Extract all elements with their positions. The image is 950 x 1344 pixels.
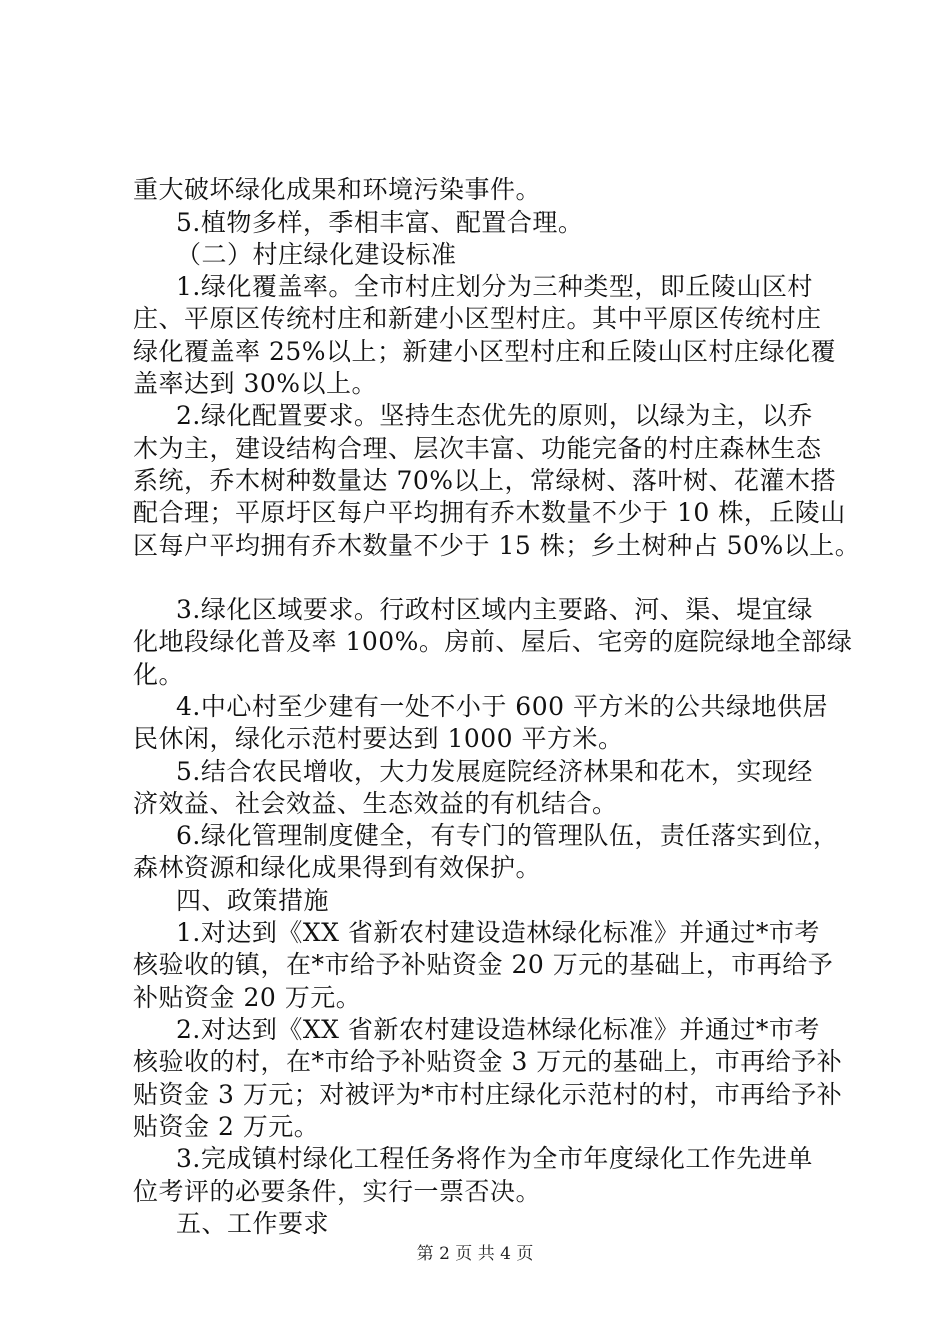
text-line: 核验收的村，在*市给予补贴资金 3 万元的基础上，市再给予补 — [133, 1047, 843, 1076]
text-line: 位考评的必要条件，实行一票否决。 — [133, 1177, 542, 1206]
text-line: 贴资金 3 万元；对被评为*市村庄绿化示范村的村，市再给予补 — [133, 1080, 843, 1109]
text-line: 化。 — [133, 660, 185, 689]
text-line: 4.中心村至少建有一处不小于 600 平方米的公共绿地供居 — [176, 692, 828, 721]
text-line: 5.结合农民增收，大力发展庭院经济林果和花木，实现经 — [176, 757, 813, 786]
text-line: 2.绿化配置要求。坚持生态优先的原则，以绿为主，以乔 — [176, 401, 813, 430]
text-line: 区每户平均拥有乔木数量不少于 15 株；乡土树种占 50%以上。 — [133, 531, 861, 560]
text-line: 3.绿化区域要求。行政村区域内主要路、河、渠、堤宜绿 — [176, 595, 813, 624]
text-line: 5.植物多样，季相丰富、配置合理。 — [176, 208, 584, 237]
text-line: 补贴资金 20 万元。 — [133, 983, 362, 1012]
text-line: 森林资源和绿化成果得到有效保护。 — [133, 853, 542, 882]
text-line: 济效益、社会效益、生态效益的有机结合。 — [133, 789, 618, 818]
text-line: 贴资金 2 万元。 — [133, 1112, 320, 1141]
text-line: 民休闲，绿化示范村要达到 1000 平方米。 — [133, 724, 624, 753]
text-line: 系统，乔木树种数量达 70%以上，常绿树、落叶树、花灌木搭 — [133, 466, 837, 495]
text-line: 核验收的镇，在*市给予补贴资金 20 万元的基础上，市再给予 — [133, 950, 834, 979]
text-line: 3.完成镇村绿化工程任务将作为全市年度绿化工作先进单 — [176, 1144, 813, 1173]
text-line: 绿化覆盖率 25%以上；新建小区型村庄和丘陵山区村庄绿化覆 — [133, 337, 837, 366]
text-line: 配合理；平原圩区每户平均拥有乔木数量不少于 10 株，丘陵山 — [133, 498, 846, 527]
text-line: 盖率达到 30%以上。 — [133, 369, 378, 398]
text-line: 1.对达到《XX 省新农村建设造林绿化标准》并通过*市考 — [176, 918, 820, 947]
text-line: 6.绿化管理制度健全，有专门的管理队伍，责任落实到位， — [176, 821, 839, 850]
section-heading: 五、工作要求 — [176, 1209, 330, 1238]
text-line: 1.绿化覆盖率。全市村庄划分为三种类型，即丘陵山区村 — [176, 272, 813, 301]
text-line: 2.对达到《XX 省新农村建设造林绿化标准》并通过*市考 — [176, 1015, 820, 1044]
page-number-footer: 第 2 页 共 4 页 — [416, 1244, 534, 1264]
text-line: 化地段绿化普及率 100%。房前、屋后、宅旁的庭院绿地全部绿 — [133, 627, 853, 656]
section-heading: 四、政策措施 — [176, 886, 330, 915]
text-line: 庄、平原区传统村庄和新建小区型村庄。其中平原区传统村庄 — [133, 304, 822, 333]
section-heading: （二）村庄绿化建设标准 — [176, 240, 457, 269]
text-line: 重大破坏绿化成果和环境污染事件。 — [133, 175, 542, 204]
text-line: 木为主，建设结构合理、层次丰富、功能完备的村庄森林生态 — [133, 434, 822, 463]
